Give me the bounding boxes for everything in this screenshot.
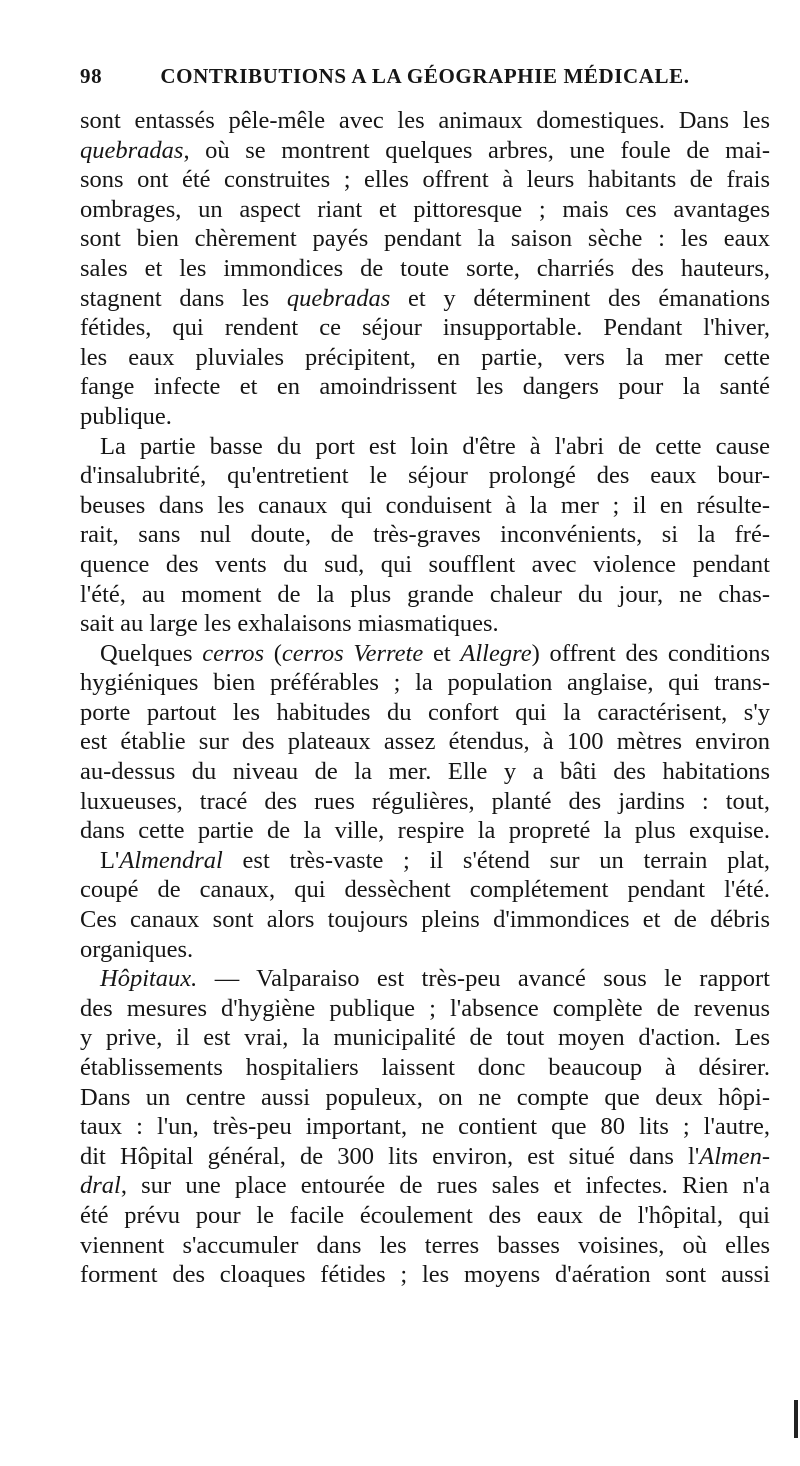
text-line [80, 165, 770, 195]
text-line [80, 1053, 770, 1083]
text-line [80, 964, 770, 994]
text-segment: , sur une place entourée de rues sales et infectes. Rien n'a [120, 1172, 770, 1200]
text-line [80, 550, 770, 580]
text-segment: sait au large les exhalaisons miasmatiques. [80, 610, 499, 638]
italic-term: Almendral [119, 846, 223, 874]
text-line [80, 698, 770, 728]
text-segment: organiques. [80, 935, 194, 963]
text-segment: coupé de canaux, qui dessèchent complétement pendant l'été. [80, 876, 770, 904]
text-line [80, 1201, 770, 1231]
text-line [80, 313, 770, 343]
text-segment: — Valparaiso est très-peu avancé sous le rapport [197, 965, 770, 993]
text-line [80, 224, 770, 254]
text-line [80, 787, 770, 817]
text-line [80, 1083, 770, 1113]
text-line [80, 343, 770, 373]
text-segment: sont bien chèrement payés pendant la saison sèche : les eaux [80, 225, 770, 253]
text-segment: dans cette partie de la ville, respire la propreté la plus exquise. [80, 817, 770, 845]
text-segment: taux : l'un, très-peu important, ne contient que 80 lits ; l'autre, [80, 1113, 770, 1141]
text-line [80, 372, 770, 402]
text-line [80, 994, 770, 1024]
text-segment: d'insalubrité, qu'entretient le séjour prolongé des eaux bour- [80, 462, 770, 490]
text-segment: et y déterminent des émanations [390, 284, 770, 312]
text-line [80, 1260, 770, 1290]
text-line [80, 106, 770, 136]
text-segment: fange infecte et en amoindrissent les dangers pour la santé [80, 373, 770, 401]
italic-term: quebradas [286, 284, 391, 312]
text-segment: les eaux pluviales précipitent, en partie, vers la mer cette [80, 343, 770, 371]
text-line [80, 639, 770, 669]
text-segment: est très-vaste ; il s'étend sur un terrain plat, [222, 846, 770, 874]
text-line [80, 1142, 770, 1172]
italic-term: quebradas [80, 136, 184, 164]
text-segment: rait, sans nul doute, de très-graves inconvénients, si la fré- [80, 521, 770, 549]
text-segment: Quelques [100, 639, 203, 667]
text-line [80, 727, 770, 757]
text-segment: forment des cloaques fétides ; les moyens d'aération sont aussi [80, 1261, 770, 1289]
scan-edge-mark [794, 1400, 798, 1438]
text-segment: sons ont été construites ; elles offrent à leurs habitants de frais [80, 166, 770, 194]
text-segment: l'été, au moment de la plus grande chaleur du jour, ne chas- [80, 580, 770, 608]
italic-term: dral [80, 1172, 121, 1200]
italic-term: Hôpitaux. [100, 965, 198, 993]
text-segment: y prive, il est vrai, la municipalité de tout moyen d'action. Les [80, 1024, 770, 1052]
text-segment: sales et les immondices de toute sorte, charriés des hauteurs, [80, 254, 770, 282]
text-line [80, 757, 770, 787]
text-segment: fétides, qui rendent ce séjour insupportable. Pendant l'hiver, [80, 314, 770, 342]
text-segment: ( [264, 639, 282, 667]
text-line [80, 1023, 770, 1053]
text-segment: quence des vents du sud, qui soufflent avec violence pendant [80, 550, 770, 578]
text-line [80, 875, 770, 905]
text-segment: ) offrent des conditions [531, 639, 770, 667]
text-line [80, 846, 770, 876]
body-text [80, 106, 770, 1290]
text-line [80, 1231, 770, 1261]
text-line [80, 905, 770, 935]
text-line [80, 432, 770, 462]
text-line [80, 609, 770, 639]
text-segment: et [423, 639, 461, 667]
text-line [80, 461, 770, 491]
page-number: 98 [80, 64, 103, 88]
italic-term: Almen- [699, 1142, 770, 1170]
text-segment: luxueuses, tracé des rues régulières, planté des jardins : tout, [80, 787, 770, 815]
text-segment: Ces canaux sont alors toujours pleins d'immondices et de débris [80, 906, 770, 934]
text-segment: des mesures d'hygiène publique ; l'absence complète de revenus [80, 994, 770, 1022]
text-segment: viennent s'accumuler dans les terres basses voisines, où elles [80, 1231, 770, 1259]
text-line [80, 491, 770, 521]
text-line [80, 254, 770, 284]
italic-term: Allegre [460, 639, 532, 667]
text-segment: est établie sur des plateaux assez étendus, à 100 mètres environ [80, 728, 770, 756]
text-line [80, 668, 770, 698]
text-line [80, 935, 770, 965]
text-segment: Dans un centre aussi populeux, on ne compte que deux hôpi- [80, 1083, 770, 1111]
text-segment: , où se montrent quelques arbres, une foule de mai- [183, 136, 770, 164]
text-segment: beuses dans les canaux qui conduisent à la mer ; il en résulte- [80, 491, 770, 519]
running-title: CONTRIBUTIONS A LA GÉOGRAPHIE MÉDICALE. [160, 64, 690, 88]
italic-term: cerros [202, 639, 264, 667]
text-segment: hygiéniques bien préférables ; la population anglaise, qui trans- [80, 669, 770, 697]
text-line [80, 520, 770, 550]
text-segment: ombrages, un aspect riant et pittoresque ; mais ces avantages [80, 195, 770, 223]
text-line [80, 402, 770, 432]
page-header [80, 64, 770, 98]
text-line [80, 284, 770, 314]
text-segment: stagnent dans les [80, 284, 287, 312]
text-line [80, 816, 770, 846]
italic-term: cerros Verrete [281, 639, 424, 667]
text-line [80, 1112, 770, 1142]
text-line [80, 1171, 770, 1201]
text-line [80, 136, 770, 166]
text-line [80, 580, 770, 610]
text-segment: porte partout les habitudes du confort qui la caractérisent, s'y [80, 698, 770, 726]
text-segment: publique. [80, 402, 172, 430]
text-segment: dit Hôpital général, de 300 lits environ, est situé dans l' [80, 1142, 700, 1170]
text-segment: sont entassés pêle-mêle avec les animaux domestiques. Dans les [80, 107, 770, 134]
text-segment: La partie basse du port est loin d'être à l'abri de cette cause [100, 432, 770, 460]
text-segment: établissements hospitaliers laissent donc beaucoup à désirer. [80, 1054, 770, 1081]
text-segment: été prévu pour le facile écoulement des eaux de l'hôpital, qui [80, 1201, 770, 1229]
text-line [80, 195, 770, 225]
text-segment: au-dessus du niveau de la mer. Elle y a bâti des habitations [80, 758, 770, 786]
text-segment: L' [100, 846, 120, 874]
